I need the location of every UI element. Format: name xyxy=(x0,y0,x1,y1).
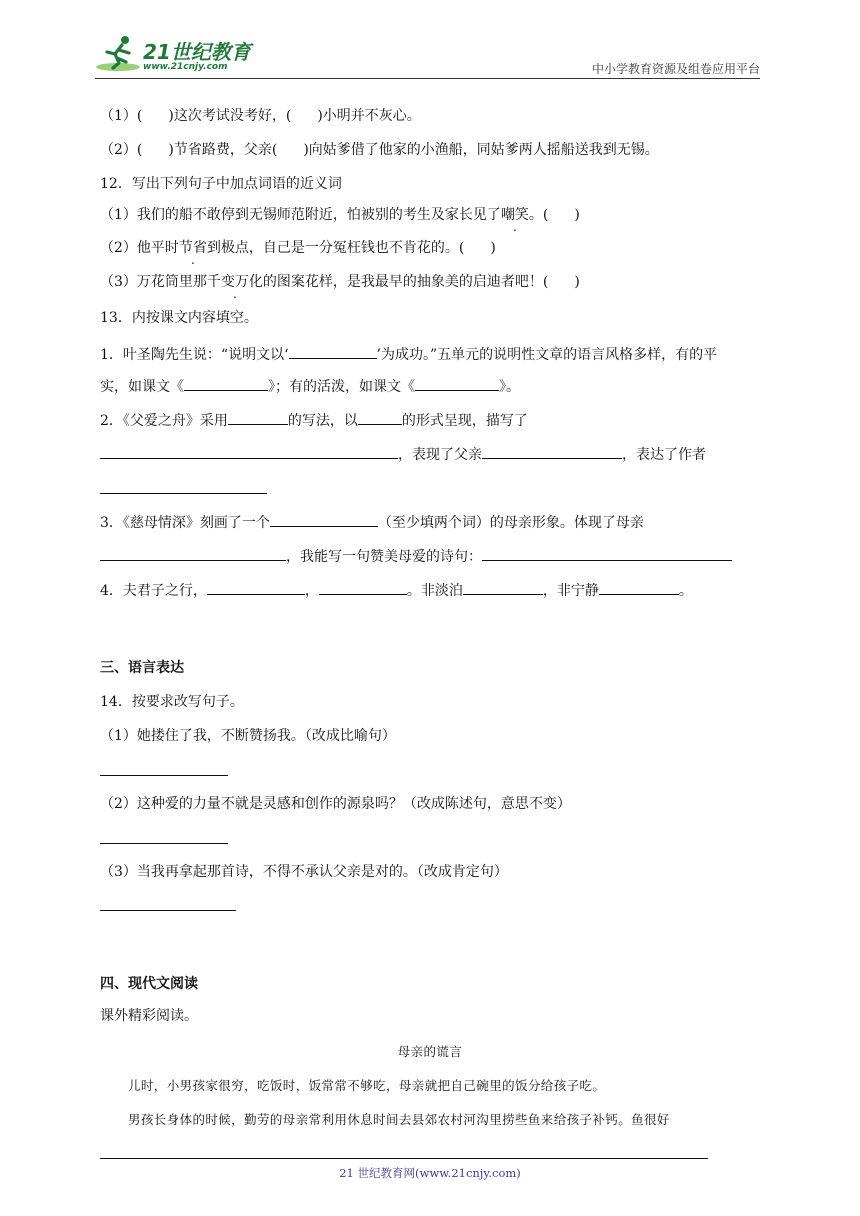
q11-line-1: （1）( )这次考试没考好，( )小明并不灰心。 xyxy=(100,108,421,124)
passage-title: 母亲的谎言 xyxy=(397,1044,463,1059)
q14-sentence-3: （3）当我再拿起那首诗，不得不承认父亲是对的。（改成肯定句） xyxy=(100,864,508,880)
q13-item-2-line-1: 2．《父爱之舟》采用 的写法，以 的形式呈现，描写了 xyxy=(100,410,528,431)
q13-stem: 13．内按课文内容填空。 xyxy=(100,310,258,326)
dotted-word-2: 节省 xyxy=(178,240,207,256)
q12-sentence-1: （1）我们的船不敢停到无锡师范附近，怕被别的考生及家长见了嘲笑。( ) xyxy=(100,207,580,223)
q13-item-1-line-1: 1．叶圣陶先生说：“说明文以‘ ’为成功。”五单元的说明性文章的语言风格多样，有的平 xyxy=(100,344,717,365)
runner-logo-icon xyxy=(95,34,141,74)
q14-answer-line-3[interactable] xyxy=(100,910,236,911)
q14-answer-line-2[interactable] xyxy=(100,843,228,844)
q13-item-3-line-1: 3．《慈母情深》刻画了一个 （至少填两个词）的母亲形象。体现了母亲 xyxy=(100,512,644,533)
reading-intro: 课外精彩阅读。 xyxy=(100,1008,198,1024)
q12-sentence-2: （2）他平时节省到极点，自己是一分冤枉钱也不肯花的。( ) xyxy=(100,240,496,256)
logo-url-text: www.21cnjy.com xyxy=(143,62,228,72)
passage-paragraph-2: 男孩长身体的时候，勤劳的母亲常利用休息时间去县郊农村河沟里捞些鱼来给孩子补钙。鱼很好 xyxy=(128,1112,670,1127)
q11-line-2: （2）( )节省路费，父亲( )向姑爹借了他家的小渔船，同姑爹两人摇船送我到无锡。 xyxy=(100,142,659,158)
site-logo xyxy=(95,34,265,74)
q13-item-3-line-2: ，我能写一句赞美母爱的诗句： xyxy=(100,546,732,567)
footer-text: 21 世纪教育网(www.21cnjy.com) xyxy=(339,1166,521,1180)
q14-sentence-1: （1）她搂住了我，不断赞扬我。（改成比喻句） xyxy=(100,728,396,744)
q14-stem: 14．按要求改写句子。 xyxy=(100,694,244,710)
q13-item-2-line-2: ，表现了父亲 ，表达了作者 xyxy=(100,444,706,465)
q13-item-4: 4．夫君子之行， ， 。非淡泊 ，非宁静 。 xyxy=(100,580,693,601)
header-platform-text: 中小学教育资源及组卷应用平台 xyxy=(591,62,760,76)
section-3-title: 三、语言表达 xyxy=(100,660,184,676)
q13-item-2-answer-line[interactable] xyxy=(100,493,267,494)
q12-stem: 12．写出下列句子中加点词语的近义词 xyxy=(100,176,342,192)
q12-sentence-3: （3）万花筒里那千变万化的图案花样，是我最早的抽象美的启迪者吧！( ) xyxy=(100,274,580,290)
dotted-word-1: 嘲笑 xyxy=(500,207,529,223)
footer-divider xyxy=(100,1158,708,1159)
page-header xyxy=(95,30,760,80)
dotted-word-3: 千变万化 xyxy=(206,274,263,290)
q14-answer-line-1[interactable] xyxy=(100,775,228,776)
header-divider xyxy=(95,78,760,79)
passage-paragraph-1: 儿时，小男孩家很穷，吃饭时，饭常常不够吃，母亲就把自己碗里的饭分给孩子吃。 xyxy=(128,1078,606,1093)
logo-brand-text: 21世纪教育 xyxy=(143,40,251,64)
q14-sentence-2: （2）这种爱的力量不就是灵感和创作的源泉吗？（改成陈述句，意思不变） xyxy=(100,796,571,812)
section-4-title: 四、现代文阅读 xyxy=(100,976,198,992)
q13-item-1-line-2: 实，如课文《 》；有的活泼，如课文《 》。 xyxy=(100,376,520,397)
